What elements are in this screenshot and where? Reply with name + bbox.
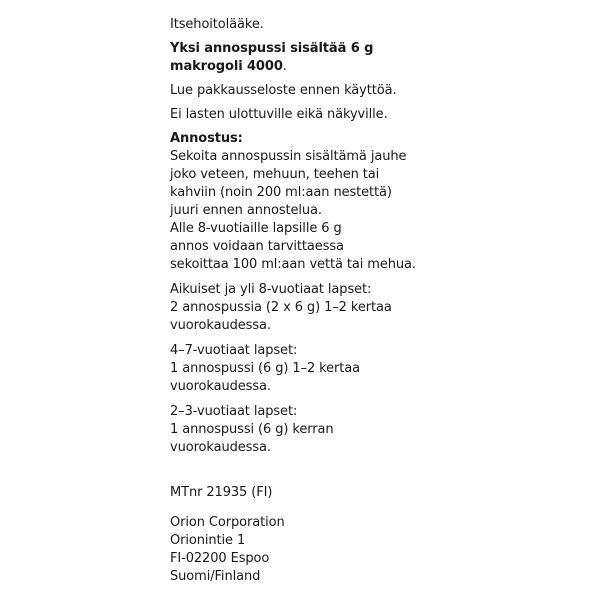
manufacturer-name: Orion Corporation bbox=[170, 515, 285, 530]
self-care-notice: Itsehoitolääke. bbox=[170, 17, 264, 32]
dosage-children-2-3-line: vuorokaudessa. bbox=[170, 440, 271, 455]
dosage-children-2-3-line: 1 annospussi (6 g) kerran bbox=[170, 422, 334, 437]
read-leaflet-notice: Lue pakkausseloste ennen käyttöä. bbox=[170, 83, 397, 98]
marketing-authorization-number: MTnr 21935 (FI) bbox=[170, 485, 273, 500]
dosage-intro-line: joko veteen, mehuun, teehen tai bbox=[170, 167, 380, 182]
dosage-adults-line: vuorokaudessa. bbox=[170, 318, 271, 333]
content-statement bbox=[170, 40, 590, 76]
dosage-adults-line: 2 annospussia (2 x 6 g) 1–2 kertaa bbox=[170, 300, 392, 315]
dosage-children-4-7-line: vuorokaudessa. bbox=[170, 379, 271, 394]
dosage-adults-line: Aikuiset ja yli 8-vuotiaat lapset: bbox=[170, 282, 372, 297]
manufacturer-postcode-city: FI-02200 Espoo bbox=[170, 551, 270, 566]
dosage-children-2-3-line: 2–3-vuotiaat lapset: bbox=[170, 404, 298, 419]
dosage-children-4-7-line: 4–7-vuotiaat lapset: bbox=[170, 343, 298, 358]
dosage-intro-line: sekoittaa 100 ml:aan vettä tai mehua. bbox=[170, 257, 416, 272]
package-label-text bbox=[170, 16, 590, 586]
dosage-heading: Annostus: bbox=[170, 131, 243, 146]
dosage-adults bbox=[170, 281, 590, 335]
content-line-2: makrogoli 4000. bbox=[170, 59, 287, 74]
dosage-section bbox=[170, 130, 590, 274]
dosage-intro-line: Alle 8-vuotiaille lapsille 6 g bbox=[170, 221, 342, 236]
dosage-intro-line: juuri ennen annostelua. bbox=[170, 203, 322, 218]
manufacturer-country: Suomi/Finland bbox=[170, 569, 261, 584]
dosage-children-4-7 bbox=[170, 342, 590, 396]
dosage-intro-line: annos voidaan tarvittaessa bbox=[170, 239, 344, 254]
manufacturer-address bbox=[170, 514, 590, 586]
manufacturer-street: Orionintie 1 bbox=[170, 533, 246, 548]
dosage-intro-line: Sekoita annospussin sisältämä jauhe bbox=[170, 149, 407, 164]
dosage-intro-line: kahviin (noin 200 ml:aan nestettä) bbox=[170, 185, 392, 200]
content-line-1: Yksi annospussi sisältää 6 g bbox=[170, 41, 374, 56]
dosage-children-4-7-line: 1 annospussi (6 g) 1–2 kertaa bbox=[170, 361, 360, 376]
keep-away-notice: Ei lasten ulottuville eikä näkyville. bbox=[170, 107, 388, 122]
dosage-children-2-3 bbox=[170, 403, 590, 457]
